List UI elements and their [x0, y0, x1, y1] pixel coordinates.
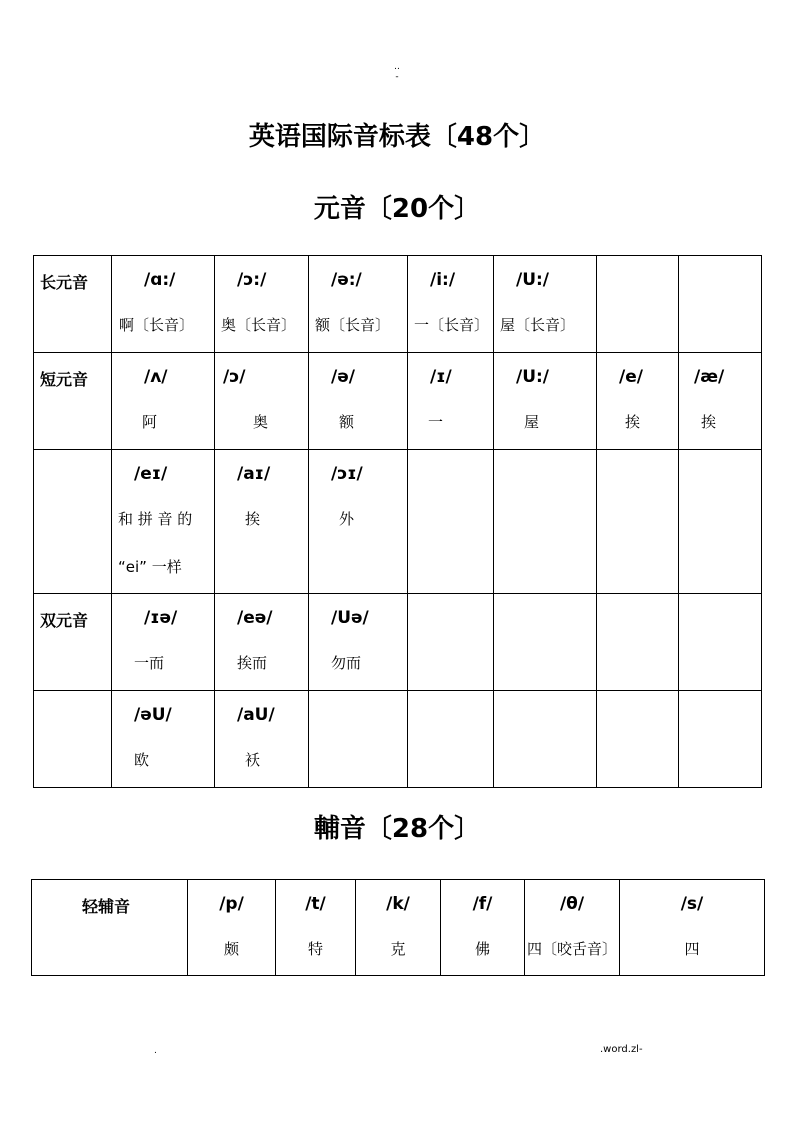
vowel-cell [112, 450, 215, 594]
vowel-cell [679, 256, 762, 353]
vowel-cell [309, 450, 408, 594]
phonetic-symbol: /θ/ [559, 894, 585, 914]
chinese-pronunciation: 屋 [524, 413, 540, 431]
phonetic-symbol: /s/ [680, 894, 704, 914]
phonetic-symbol: /ɔ/ [223, 367, 246, 387]
row-label-cell [34, 691, 112, 788]
vowel-cell [112, 594, 215, 691]
phonetic-symbol: /ə:/ [331, 270, 362, 290]
phonetic-symbol: /t/ [305, 894, 326, 914]
phonetic-symbol: /p/ [219, 894, 244, 914]
phonetic-symbol: /æ/ [694, 367, 725, 387]
vowel-cell [679, 691, 762, 788]
vowel-cell [215, 450, 309, 594]
phonetic-symbol: /aɪ/ [237, 464, 271, 484]
row-label-voiceless: 轻辅音 [82, 897, 131, 916]
vowel-cell [112, 353, 215, 450]
vowel-cell [215, 594, 309, 691]
consonant-cell [276, 880, 356, 976]
chinese-pronunciation: 一〔长音〕 [414, 316, 490, 334]
chinese-pronunciation: 佛 [474, 940, 490, 958]
vowel-cell [309, 594, 408, 691]
row-label-cell [34, 594, 112, 691]
page-title: 英语国际音标表〔48个〕 [248, 122, 546, 152]
chinese-pronunciation: 屋〔长音〕 [500, 316, 576, 334]
vowel-cell [112, 691, 215, 788]
chinese-pronunciation: 一而 [134, 654, 165, 672]
chinese-pronunciation: 挨而 [237, 654, 268, 672]
vowel-cell [597, 450, 679, 594]
phonetic-symbol: /aU/ [237, 705, 275, 725]
vowel-cell [112, 256, 215, 353]
vowel-cell [679, 594, 762, 691]
header-mark-top: .. [394, 62, 400, 72]
row-label-cell [34, 353, 112, 450]
vowel-cell [597, 256, 679, 353]
chinese-pronunciation: 奥 [253, 413, 269, 431]
vowel-table [33, 255, 762, 788]
chinese-pronunciation: 挨 [701, 413, 717, 431]
chinese-pronunciation: 颇 [223, 940, 239, 958]
chinese-pronunciation: 啊〔长音〕 [119, 316, 195, 334]
row-label-diphthong: 双元音 [40, 611, 89, 630]
phonetic-symbol: /eə/ [237, 608, 273, 628]
vowel-cell [408, 353, 494, 450]
phonetic-symbol: /Uə/ [331, 608, 369, 628]
phonetic-symbol: /U:/ [516, 270, 550, 290]
footer-right-mark: .word.zl- [600, 1044, 643, 1055]
vowel-cell [494, 353, 597, 450]
phonetic-symbol: /ɔ:/ [237, 270, 267, 290]
consonant-cell [188, 880, 276, 976]
vowel-cell [494, 691, 597, 788]
phonetic-symbol: /ɔɪ/ [331, 464, 363, 484]
chinese-pronunciation: 和 拼 音 的 [118, 510, 193, 528]
chinese-pronunciation: 阿 [142, 413, 158, 431]
vowel-cell [309, 691, 408, 788]
chinese-pronunciation: 克 [390, 940, 406, 958]
table-row [34, 353, 762, 450]
consonant-table [31, 879, 765, 976]
row-label-cell [34, 450, 112, 594]
consonant-section-title: 輔音〔28个〕 [313, 814, 481, 844]
phonetic-symbol: /e/ [619, 367, 643, 387]
row-label-long: 长元音 [40, 273, 89, 292]
vowel-cell [597, 594, 679, 691]
vowel-cell [679, 353, 762, 450]
chinese-pronunciation: 一 [428, 413, 444, 431]
table-row-voiceless [32, 880, 765, 976]
chinese-pronunciation: 袄 [245, 751, 261, 769]
table-row [34, 691, 762, 788]
phonetic-symbol: /U:/ [516, 367, 550, 387]
vowel-cell [215, 691, 309, 788]
consonant-cell [356, 880, 441, 976]
consonant-cell [525, 880, 620, 976]
phonetic-symbol: /k/ [386, 894, 410, 914]
vowel-cell [408, 691, 494, 788]
chinese-pronunciation: 奥〔长音〕 [221, 316, 297, 334]
consonant-cell [441, 880, 525, 976]
phonetic-symbol: /eɪ/ [134, 464, 168, 484]
phonetic-symbol: /əU/ [134, 705, 172, 725]
footer-left-mark: . [154, 1046, 157, 1056]
vowel-cell [309, 256, 408, 353]
consonant-cell [620, 880, 765, 976]
chinese-pronunciation: 四〔咬舌音〕 [526, 940, 617, 958]
phonetic-symbol: /ʌ/ [144, 367, 168, 387]
chinese-pronunciation: 额 [339, 413, 355, 431]
vowel-cell [597, 353, 679, 450]
vowel-cell [494, 256, 597, 353]
phonetic-symbol: /ɑ:/ [144, 270, 176, 290]
chinese-pronunciation: 外 [339, 510, 355, 528]
table-row [34, 256, 762, 353]
chinese-pronunciation: 挨 [245, 510, 261, 528]
chinese-pronunciation: 勿而 [331, 654, 362, 672]
vowel-cell [215, 353, 309, 450]
table-row [34, 594, 762, 691]
vowel-cell [679, 450, 762, 594]
phonetic-symbol: /f/ [472, 894, 493, 914]
row-label-cell [34, 256, 112, 353]
header-mark-bottom: - [395, 72, 399, 82]
chinese-pronunciation: 挨 [625, 413, 641, 431]
vowel-cell [309, 353, 408, 450]
chinese-pronunciation: 欧 [134, 751, 150, 769]
vowel-section-title: 元音〔20个〕 [313, 194, 481, 224]
vowel-cell [408, 594, 494, 691]
phonetic-symbol: /ɪ/ [430, 367, 452, 387]
vowel-cell [494, 594, 597, 691]
vowel-cell [494, 450, 597, 594]
phonetic-symbol: /ɪə/ [144, 608, 178, 628]
chinese-pronunciation: 四 [684, 940, 700, 958]
vowel-cell [408, 450, 494, 594]
phonetic-symbol: /ə/ [331, 367, 355, 387]
row-label-cell [32, 880, 188, 976]
chinese-pronunciation: 额〔长音〕 [315, 316, 391, 334]
phonetic-symbol: /i:/ [430, 270, 456, 290]
vowel-cell [215, 256, 309, 353]
vowel-cell [597, 691, 679, 788]
table-row [34, 450, 762, 594]
header-mark [0, 62, 794, 82]
row-label-short: 短元音 [40, 370, 89, 389]
chinese-pronunciation: “ei” 一样 [118, 558, 182, 576]
chinese-pronunciation: 特 [307, 940, 323, 958]
vowel-cell [408, 256, 494, 353]
